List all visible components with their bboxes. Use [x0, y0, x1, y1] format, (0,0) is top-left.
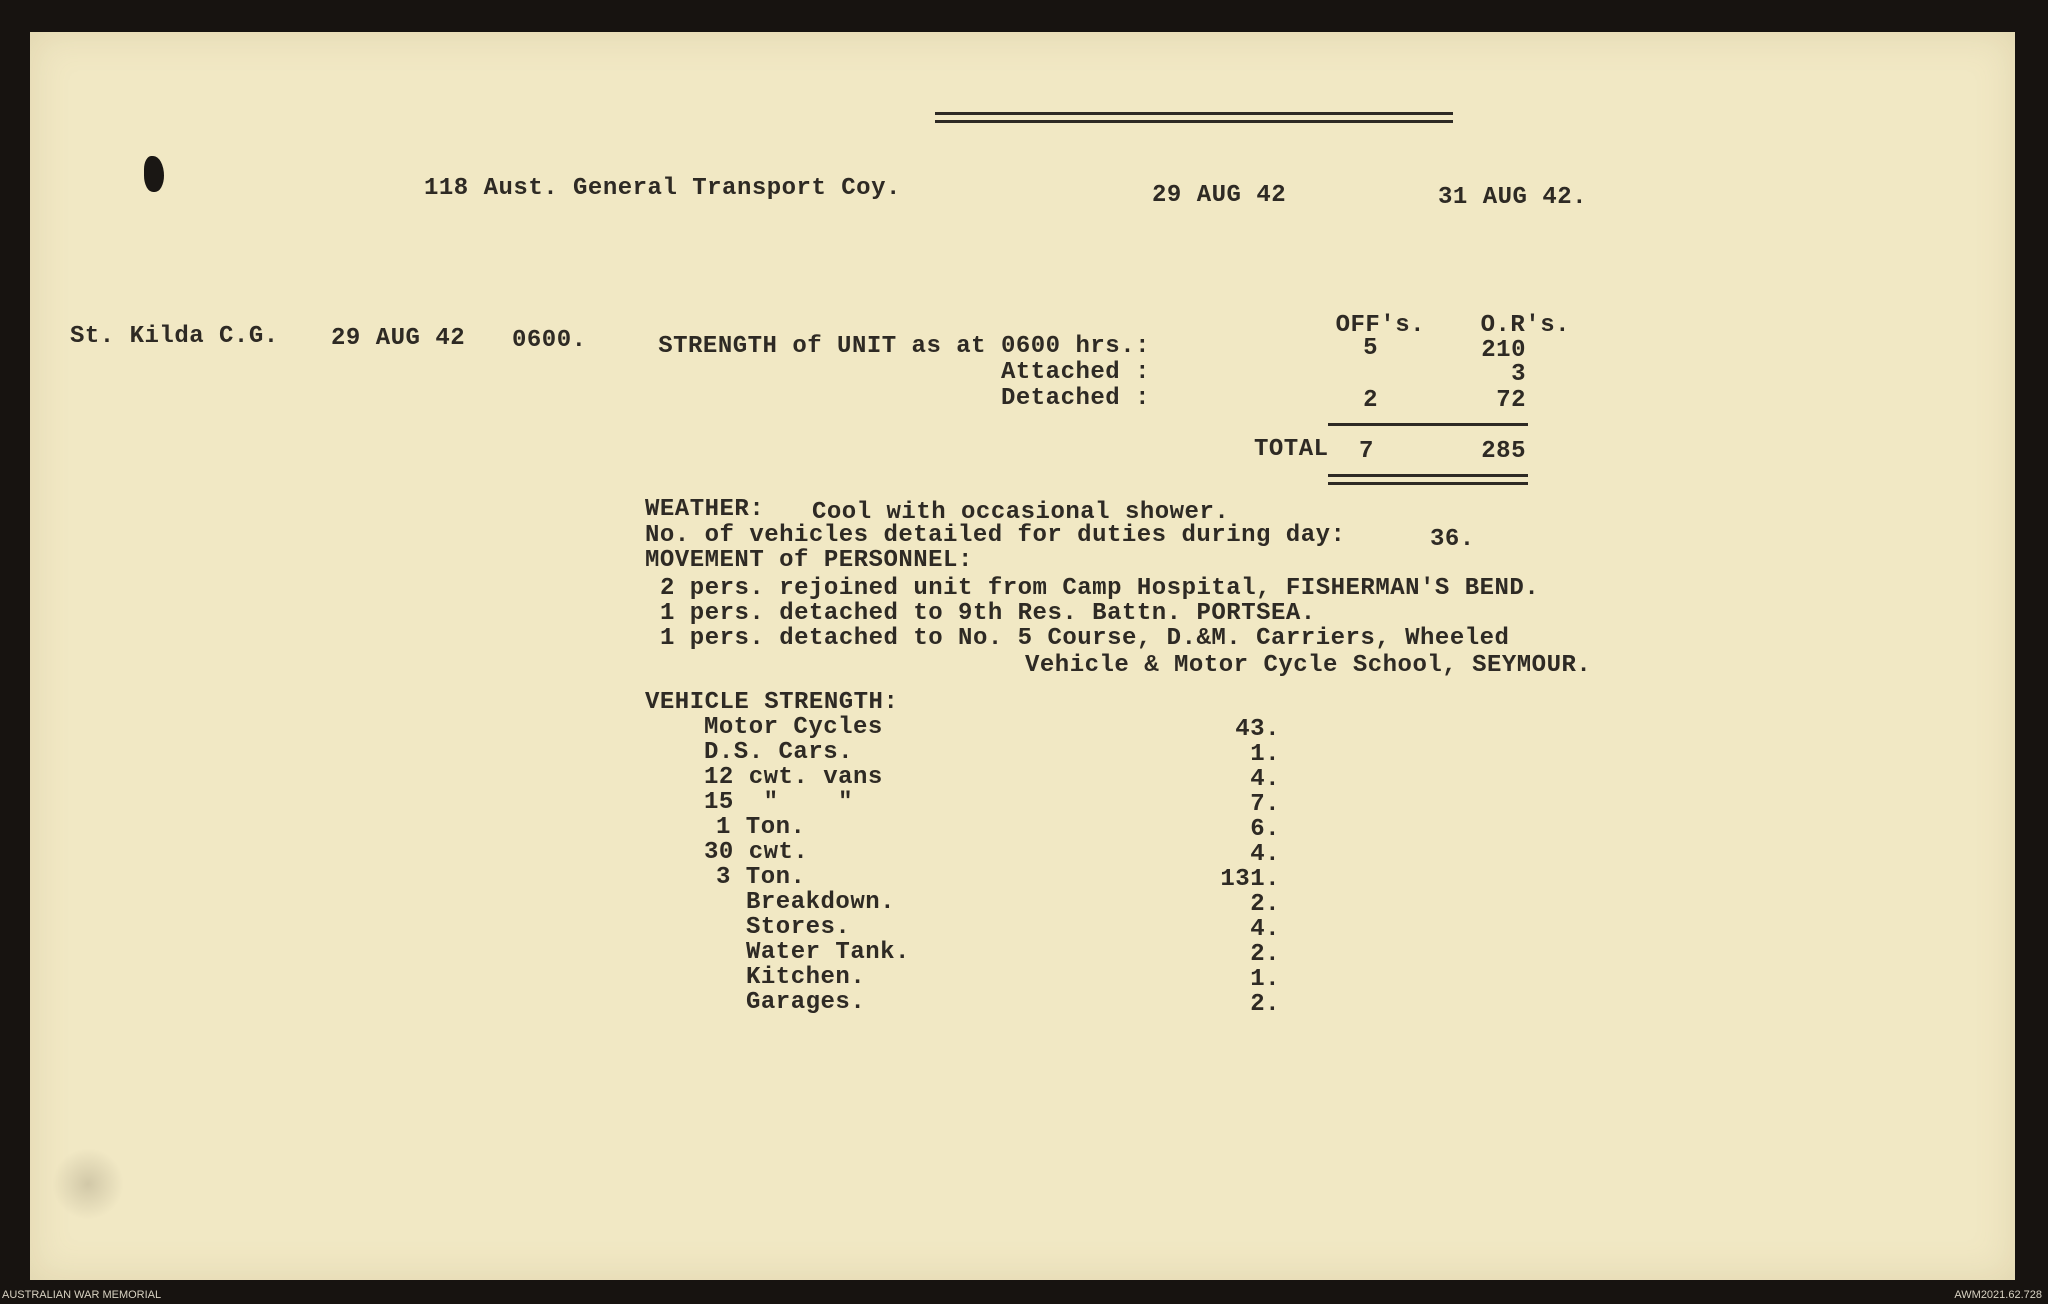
unit-name: 118 Aust. General Transport Coy.: [424, 175, 901, 202]
entry-date: 29 AUG 42: [331, 325, 466, 352]
punch-hole-mark: [144, 156, 164, 192]
date-from: 29 AUG 42: [1152, 182, 1287, 209]
detached-label: Detached :: [1000, 385, 1150, 412]
vehicle-item-label: 30 cwt.: [704, 839, 809, 866]
vehicle-item-label: D.S. Cars.: [704, 739, 854, 766]
total-label: TOTAL: [1254, 436, 1329, 463]
vehicle-item-count: 2.: [1250, 941, 1280, 968]
footer-credit: AUSTRALIAN WAR MEMORIAL: [2, 1289, 162, 1301]
vehicle-item-label: Garages.: [746, 989, 866, 1016]
vehicle-item-count: 7.: [1250, 791, 1280, 818]
vehicle-item-count: 1.: [1250, 741, 1280, 768]
vehicles-detailed-value: 36.: [1430, 526, 1475, 553]
detached-offs: 2: [1363, 387, 1378, 414]
strength-ors: 210: [1481, 337, 1526, 364]
stain-mark: [52, 1148, 124, 1220]
date-to: 31 AUG 42.: [1438, 184, 1588, 211]
movement-line: Vehicle & Motor Cycle School, SEYMOUR.: [1025, 652, 1592, 679]
vehicle-item-count: 4.: [1250, 916, 1280, 943]
strength-label: STRENGTH of UNIT as at 0600 hrs.:: [658, 333, 1150, 360]
subtotal-rule: [1328, 423, 1528, 426]
attached-label: Attached :: [1000, 359, 1150, 386]
vehicle-item-label: Kitchen.: [746, 964, 866, 991]
movement-line: 1 pers. detached to 9th Res. Battn. PORTSEA.: [660, 600, 1316, 627]
vehicle-item-label: 1 Ton.: [716, 814, 806, 841]
entry-place: St. Kilda C.G.: [70, 323, 279, 350]
footer-accession-number: AWM2021.62.728: [1954, 1289, 2042, 1301]
total-ors: 285: [1481, 438, 1526, 465]
vehicle-item-label: 3 Ton.: [716, 864, 806, 891]
vehicle-item-count: 4.: [1250, 841, 1280, 868]
col-header-offs: OFF's.: [1335, 312, 1425, 339]
vehicle-item-count: 1.: [1250, 966, 1280, 993]
vehicle-item-count: 43.: [1235, 716, 1280, 743]
vehicle-item-count: 6.: [1250, 816, 1280, 843]
col-header-ors: O.R's.: [1480, 312, 1570, 339]
movement-line: 2 pers. rejoined unit from Camp Hospital, FISHERMAN'S BEND.: [660, 575, 1540, 602]
weather-label: WEATHER:: [645, 496, 765, 523]
total-double-rule-bottom: [1328, 482, 1528, 485]
vehicle-item-label: Water Tank.: [746, 939, 910, 966]
vehicle-item-count: 131.: [1220, 866, 1280, 893]
vehicle-item-count: 4.: [1250, 766, 1280, 793]
vehicle-item-count: 2.: [1250, 991, 1280, 1018]
weather-text: Cool with occasional shower.: [812, 499, 1230, 526]
strength-offs: 5: [1363, 335, 1378, 362]
vehicle-item-count: 2.: [1250, 891, 1280, 918]
vehicle-item-label: Stores.: [746, 914, 851, 941]
detached-ors: 72: [1496, 387, 1526, 414]
vehicles-detailed-label: No. of vehicles detailed for duties during day:: [645, 522, 1346, 549]
entry-time: 0600.: [512, 327, 587, 354]
vehicle-item-label: Breakdown.: [746, 889, 896, 916]
vehicle-item-label: Motor Cycles: [704, 714, 883, 741]
vehicle-item-label: 12 cwt. vans: [704, 764, 883, 791]
total-offs: 7: [1359, 438, 1374, 465]
document-page: [30, 32, 2015, 1280]
total-double-rule-top: [1328, 474, 1528, 477]
vehicle-item-label: 15 " ": [704, 789, 854, 816]
movement-heading: MOVEMENT of PERSONNEL:: [645, 547, 973, 574]
attached-ors: 3: [1511, 361, 1526, 388]
header-double-rule-top: [935, 112, 1453, 115]
vehicle-strength-heading: VEHICLE STRENGTH:: [645, 689, 899, 716]
movement-line: 1 pers. detached to No. 5 Course, D.&M. Carriers, Wheeled: [660, 625, 1510, 652]
header-double-rule-bottom: [935, 120, 1453, 123]
